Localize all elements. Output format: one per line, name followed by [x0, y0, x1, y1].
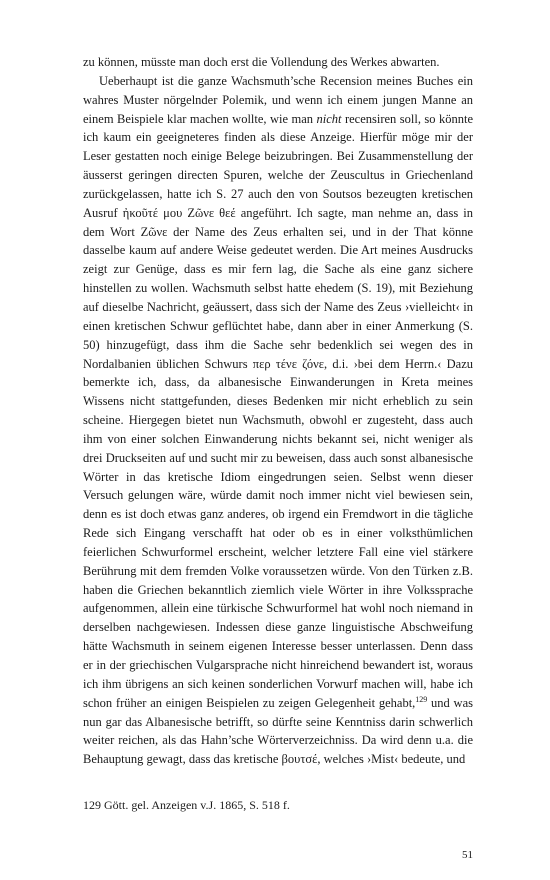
footnote-reference: 129	[415, 694, 428, 704]
paragraph	[83, 72, 473, 769]
footnote: 129 Gött. gel. Anzeigen v.J. 1865, S. 518 f.	[83, 798, 290, 812]
page-number: 51	[462, 849, 473, 861]
paragraph-text: und was nun gar das Albanesische betrifft, so dürfte seine Kenntniss darin schwerlich weiter reichen, als das Hahn’sche Wörterverzeichniss. Da wird denn u.a. die Behauptung gewagt, dass das kretische βουτσέ, welches ›Mist‹ bedeute, und	[83, 695, 473, 767]
paragraph-text: zu können, müsste man doch erst die Vollendung des Werkes abwarten.	[83, 55, 440, 69]
emphasis: nicht	[316, 111, 342, 126]
paragraph-text: recensiren soll, so könnte ich kaum ein geeigneteres finden als diese Anzeige. Hierfür möge mir der Leser gestatten noch einige Belege beizubringen. Bei Zusammenstellung der äusserst geringen directen Spuren, welche der Zeuscultus in Griechenland zurückgelassen, hatte ich S. 27 auch den von Soutsos bezeugten kretischen Ausruf ἠκοῦτέ μου Ζῶνε θεέ angeführt. Ich sagte, man nehme an, dass in dem Wort Ζῶνε der Name des Zeus erhalten sei, und in der That könne dasselbe kaum auf andere Weise gedeutet werden. Die Art meines Ausdrucks zeigt zur Genüge, dass es mir fern lag, die Sache als eine ganz sichere hinstellen zu wollen. Wachsmuth selbst hatte ehedem (S. 19), mit Beziehung auf dieselbe Nachricht, geäussert, dass sich der Name des Zeus ›vielleicht‹ in einen kretischen Schwur geflüchtet habe, dann aber in einer Anmerkung (S. 50) hinzugefügt, dass ihm die Sache sehr bedenklich sei wegen des in Nordalbanien üblichen Schwurs περ τένε ζόνε, d.i. ›bei dem Herrn.‹ Dazu bemerkte ich, dass, da albanesische Einwanderungen in Kreta meines Wissens nicht stattgefunden, dieses Bedenken mir nicht erheblich zu sein scheine. Hiergegen bietet nun Wachsmuth, obwohl er zugesteht, dass auch ihm von einer solchen Einwanderung nichts bekannt sei, nicht weniger als drei Druckseiten auf und sucht mir zu beweisen, dass auch sonst albanesische Wörter in das kretische Idiom eingedrungen seien. Selbst wenn dieser Versuch gelungen wäre, würde damit noch immer nicht viel bewiesen sein, denn es ist doch etwas ganz anderes, ob irgend ein Fremdwort in die tägliche Rede sich Eingang verschafft hat oder ob es in einer volksthümlichen feierlichen Schwurformel erscheint, welcher letztere Fall eine viel stärkere Berührung mit dem fremden Volke voraussetzen würde. Von den Türken z.B. haben die Griechen bekanntlich ziemlich viele Wörter in ihre Volkssprache aufgenommen, allein eine türkische Schwurformel hat wohl noch niemand in derselben nachgewiesen. Indessen diese ganze linguistische Abschweifung hätte Wachsmuth in seinem eigenen Interesse besser unterlassen. Denn dass er in der griechischen Vulgarsprache nicht hinreichend bewandert ist, woraus ich ihm übrigens an sich keinen sonderlichen Vorwurf machen will, habe ich schon früher an einigen Beispielen zu zeigen Gelegenheit gehabt,	[83, 111, 473, 710]
paragraph-text: Ueberhaupt ist die ganze Wachsmuth’sche Recension meines Buches ein wahres Muster nörgelnder Polemik, und wenn ich einem jungen Manne an einem Beispiele klar machen wollte, wie man	[83, 73, 473, 126]
body-text	[83, 53, 473, 769]
paragraph	[83, 53, 473, 72]
